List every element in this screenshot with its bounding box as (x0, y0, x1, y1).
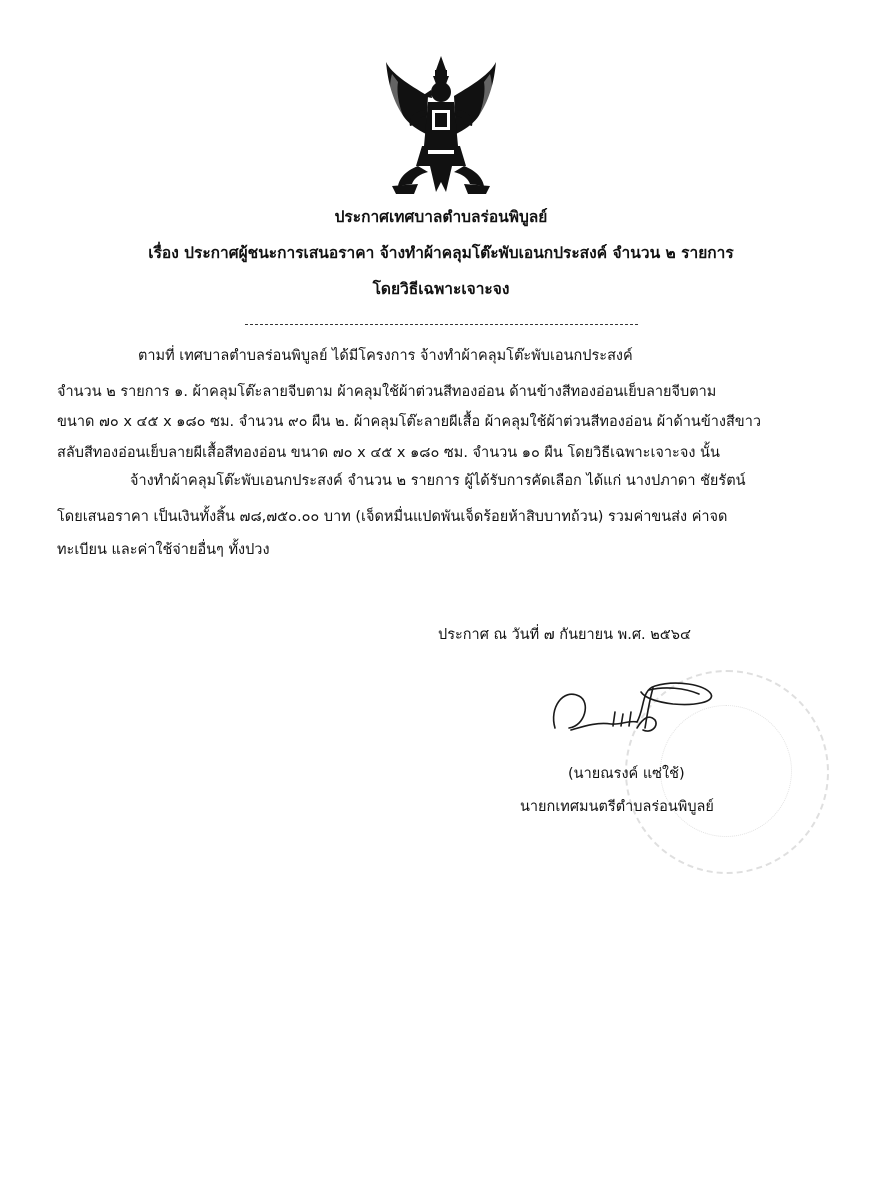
dashed-divider (245, 324, 638, 325)
announcement-method: โดยวิธีเฉพาะเจาะจง (372, 280, 510, 298)
garuda-emblem-icon (378, 54, 504, 200)
body-line-5: จ้างทำผ้าคลุมโต๊ะพับเอนกประสงค์ จำนวน ๒ รายการ ผู้ได้รับการคัดเลือก ได้แก่ นางปภาดา ชัยรัตน์ (130, 473, 746, 489)
announcement-subject: เรื่อง ประกาศผู้ชนะการเสนอราคา จ้างทำผ้าคลุมโต๊ะพับเอนกประสงค์ จำนวน ๒ รายการ (148, 244, 734, 262)
handwritten-signature (545, 668, 715, 748)
body-line-2: จำนวน ๒ รายการ ๑. ผ้าคลุมโต๊ะลายจีบตาม ผ้าคลุมใช้ผ้าต่วนสีทองอ่อน ด้านข้างสีทองอ่อนเย็บลายจีบตาม (57, 384, 717, 400)
body-line-7: ทะเบียน และค่าใช้จ่ายอื่นๆ ทั้งปวง (57, 542, 270, 558)
signatory-name: (นายณรงค์ แซ่ใช้) (568, 766, 685, 782)
body-line-6: โดยเสนอราคา เป็นเงินทั้งสิ้น ๗๘,๗๕๐.๐๐ บาท (เจ็ดหมื่นแปดพันเจ็ดร้อยห้าสิบบาทถ้วน) รวมค่าขนส่ง ค่าจด (57, 509, 728, 525)
body-line-1: ตามที่ เทศบาลตำบลร่อนพิบูลย์ ได้มีโครงการ จ้างทำผ้าคลุมโต๊ะพับเอนกประสงค์ (138, 348, 633, 364)
body-line-3: ขนาด ๗๐ x ๔๕ x ๑๘๐ ซม. จำนวน ๙๐ ผืน ๒. ผ้าคลุมโต๊ะลายผีเสื้อ ผ้าคลุมใช้ผ้าต่วนสีทองอ่อน ผ้าด้านข้างสีขาว (57, 414, 762, 430)
announcement-date: ประกาศ ณ วันที่ ๗ กันยายน พ.ศ. ๒๕๖๔ (438, 627, 691, 643)
signatory-title: นายกเทศมนตรีตำบลร่อนพิบูลย์ (520, 799, 714, 815)
announcement-title: ประกาศเทศบาลตำบลร่อนพิบูลย์ (334, 208, 548, 226)
body-line-4: สลับสีทองอ่อนเย็บลายผีเสื้อสีทองอ่อน ขนาด ๗๐ x ๔๕ x ๑๘๐ ซม. จำนวน ๑๐ ผืน โดยวิธีเฉพาะเจาะจง นั้น (57, 445, 720, 461)
